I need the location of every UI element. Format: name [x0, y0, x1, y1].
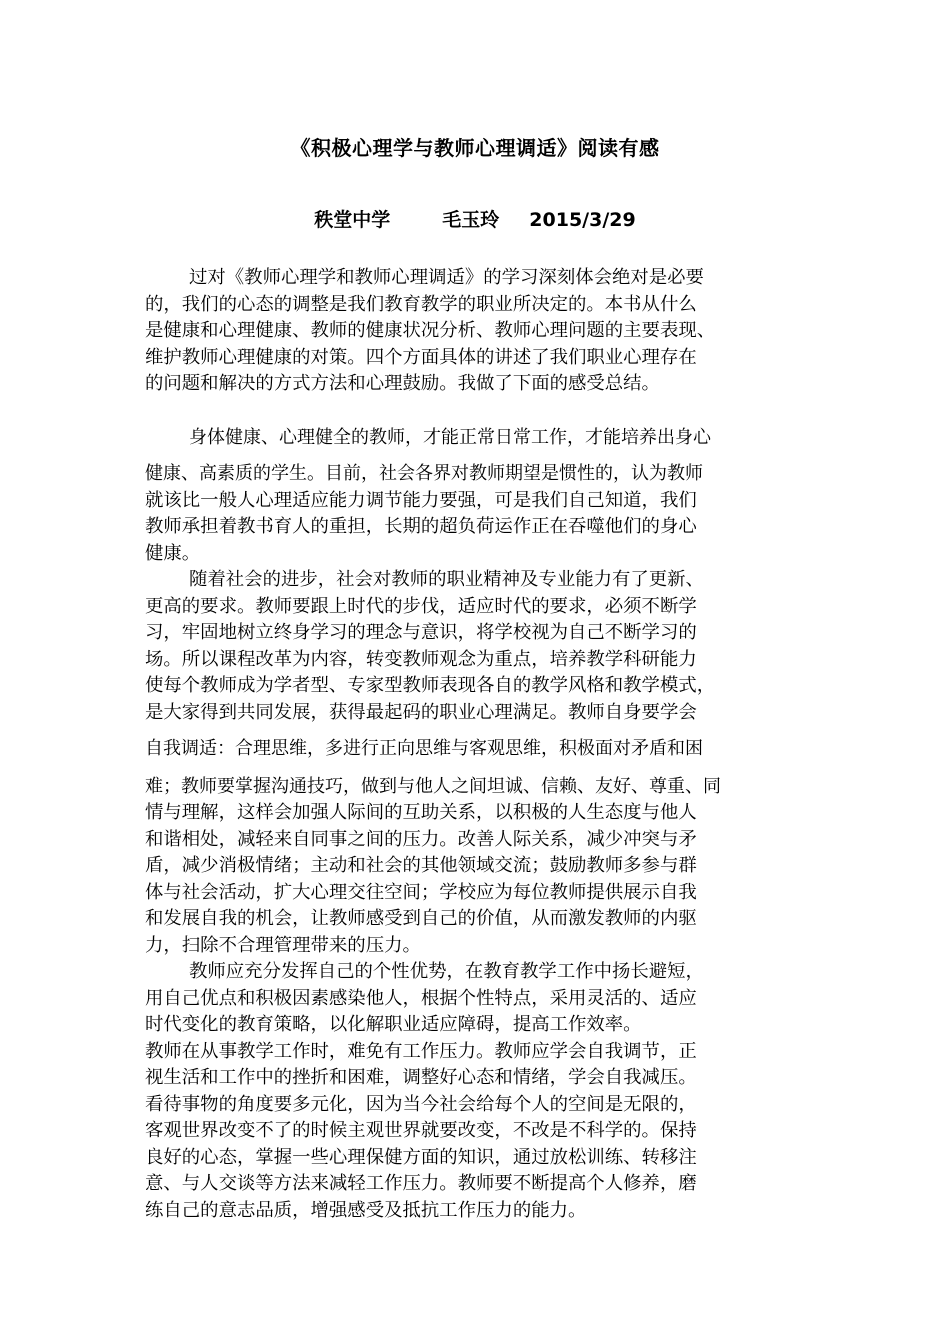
- text-line: 教师承担着教书育人的重担，长期的超负荷运作正在吞噬他们的身心: [145, 516, 697, 537]
- text-line: 时代变化的教育策略，以化解职业适应障碍，提高工作效率。: [145, 1014, 642, 1035]
- text-line: 看待事物的角度要多元化，因为当今社会给每个人的空间是无限的，: [145, 1093, 697, 1115]
- text-line: 用自己优点和积极因素感染他人，根据个性特点，采用灵活的、适应: [145, 987, 697, 1009]
- paragraph-3: [145, 567, 811, 959]
- text-line: 和谐相处，减轻来自同事之间的压力。改善人际关系，减少冲突与矛: [145, 828, 697, 850]
- text-line: 难；教师要掌握沟通技巧，做到与他人之间坦诚、信赖、友好、尊重、同: [145, 775, 721, 797]
- text-line: 使每个教师成为学者型、专家型教师表现各自的教学风格和教学模式，: [145, 675, 716, 696]
- text-line: 健康。: [145, 542, 201, 564]
- text-line: 的，我们的心态的调整是我们教育教学的职业所决定的。本书从什么: [145, 293, 697, 315]
- paragraph-4: [145, 959, 811, 1039]
- paragraph-5: [145, 1039, 811, 1225]
- byline-author: 毛玉玲: [442, 209, 500, 231]
- text-line: 是大家得到共同发展，获得最起码的职业心理满足。教师自身要学会: [145, 701, 697, 723]
- text-line: 练自己的意志品质，增强感受及抵抗工作压力的能力。: [145, 1199, 587, 1221]
- text-line: 良好的心态，掌握一些心理保健方面的知识，通过放松训练、转移注: [145, 1146, 697, 1168]
- text-line: 盾，减少消极情绪；主动和社会的其他领域交流；鼓励教师多参与群: [145, 855, 697, 876]
- text-line: 维护教师心理健康的对策。四个方面具体的讲述了我们职业心理存在: [145, 346, 697, 368]
- text-line: 的问题和解决的方式方法和心理鼓励。我做了下面的感受总结。: [145, 373, 660, 394]
- text-line: 和发展自我的机会，让教师感受到自己的价值，从而激发教师的内驱: [145, 908, 697, 929]
- paragraph-1: [145, 265, 811, 398]
- text-line: 就该比一般人心理适应能力调节能力要强，可是我们自己知道，我们: [145, 489, 697, 511]
- text-line: 情与理解，这样会加强人际间的互助关系，以积极的人生态度与他人: [145, 802, 697, 823]
- text-line: 自我调适：合理思维，多进行正向思维与客观思维，积极面对矛盾和困: [145, 738, 703, 759]
- byline-school: 秩堂中学: [314, 209, 391, 231]
- text-line: 过对《教师心理学和教师心理调适》的学习深刻体会绝对是必要: [189, 267, 704, 288]
- text-line: 教师应充分发挥自己的个性优势，在教育教学工作中扬长避短，: [189, 961, 704, 982]
- text-line: 体与社会活动，扩大心理交往空间；学校应为每位教师提供展示自我: [145, 881, 697, 903]
- text-line: 视生活和工作中的挫折和困难，调整好心态和情绪，学会自我减压。: [145, 1067, 697, 1088]
- document-body: [145, 265, 811, 1224]
- byline-date: 2015/3/29: [529, 209, 636, 231]
- text-line: 意、与人交谈等方法来减轻工作压力。教师要不断提高个人修养，磨: [145, 1173, 697, 1194]
- text-line: 客观世界改变不了的时候主观世界就要改变，不改是不科学的。保持: [145, 1120, 697, 1141]
- text-line: 场。所以课程改革为内容，转变教师观念为重点，培养教学科研能力: [145, 648, 697, 670]
- text-line: 随着社会的进步，社会对教师的职业精神及专业能力有了更新、: [189, 569, 704, 590]
- text-line: 健康、高素质的学生。目前，社会各界对教师期望是惯性的，认为教师: [145, 463, 703, 484]
- text-line: 身体健康、心理健全的教师，才能正常日常工作，才能培养出身心: [189, 426, 711, 448]
- text-line: 习，牢固地树立终身学习的理念与意识，将学校视为自己不断学习的: [145, 622, 697, 643]
- byline: [0, 206, 950, 234]
- text-line: 是健康和心理健康、教师的健康状况分析、教师心理问题的主要表现、: [145, 320, 716, 341]
- text-line: 更高的要求。教师要跟上时代的步伐，适应时代的要求，必须不断学: [145, 595, 697, 617]
- text-line: 教师在从事教学工作时，难免有工作压力。教师应学会自我调节，正: [145, 1040, 697, 1062]
- paragraph-2: [145, 425, 811, 568]
- document-title: 《积极心理学与教师心理调适》阅读有感: [290, 136, 660, 160]
- text-line: 力，扫除不合理管理带来的压力。: [145, 934, 421, 956]
